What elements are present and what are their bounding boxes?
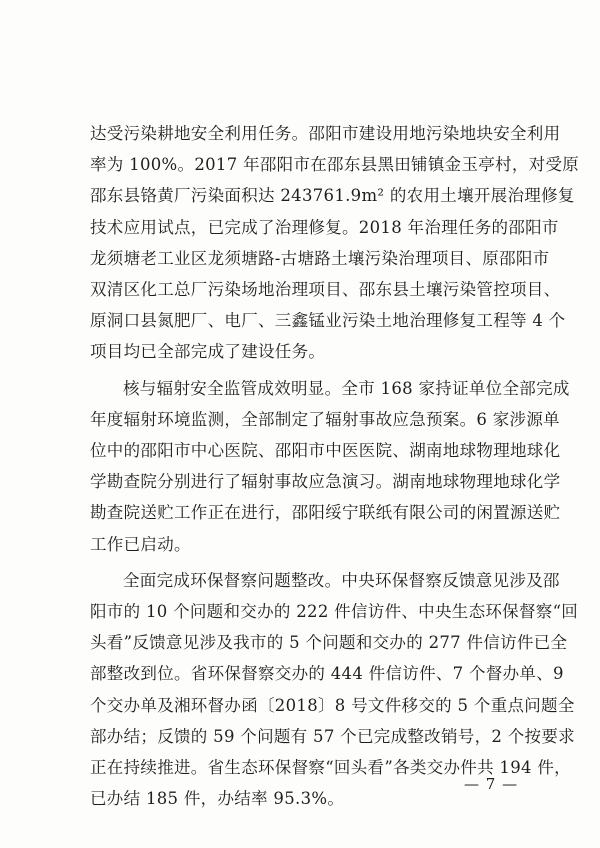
text-line: 个交办单及湘环督办函〔2018〕8 号文件移交的 5 个重点问题全 <box>90 695 575 715</box>
text-line: 头看”反馈意见涉及我市的 5 个问题和交办的 277 件信访件已全 <box>90 633 568 653</box>
text-line: 工作已启动。 <box>90 534 191 554</box>
paragraph-radiation-safety <box>90 373 570 560</box>
text-line: 部办结；反馈的 59 个问题有 57 个已完成整改销号，2 个按要求 <box>90 726 575 746</box>
text-line: 双清区化工总厂污染场地治理项目、邵东县土壤污染管控项目、 <box>90 280 561 300</box>
text-line: 率为 100%。2017 年邵阳市在邵东县黑田铺镇金玉亭村，对受原 <box>90 155 580 175</box>
text-line: 原洞口县氮肥厂、电厂、三鑫锰业污染土地治理修复工程等 4 个 <box>90 311 566 331</box>
text-line: 邵东县铬黄厂污染面积达 243761.9m² 的农用土壤开展治理修复 <box>90 186 575 206</box>
text-line: 技术应用试点，已完成了治理修复。2018 年治理任务的邵阳市 <box>90 217 559 237</box>
text-line: 全面完成环保督察问题整改。中央环保督察反馈意见涉及邵 <box>123 570 560 590</box>
text-line: 学勘查院分别进行了辐射事故应急演习。湖南地球物理地球化学 <box>90 472 561 492</box>
body-text <box>90 118 580 814</box>
text-line: 勘查院送贮工作正在进行，邵阳绥宁联纸有限公司的闲置源送贮 <box>90 503 561 523</box>
text-line: 项目均已全部完成了建设任务。 <box>90 342 326 362</box>
paragraph-inspection-rectification <box>90 565 579 815</box>
text-line: 部整改到位。省环保督察交办的 444 件信访件、7 个督办单、9 <box>90 664 564 684</box>
text-line: 龙须塘老工业区龙须塘路-古塘路土壤污染治理项目、原邵阳市 <box>90 248 550 268</box>
text-line: 正在持续推进。省生态环保督察“回头看”各类交办件共 194 件， <box>90 758 571 778</box>
text-line: 年度辐射环境监测，全部制定了辐射事故应急预案。6 家涉源单 <box>90 409 560 429</box>
text-line: 达受污染耕地安全利用任务。邵阳市建设用地污染地块安全利用 <box>90 124 561 143</box>
page-number: — 7 — <box>464 775 519 793</box>
text-line: 核与辐射安全监管成效明显。全市 168 家持证单位全部完成 <box>123 378 570 398</box>
text-line: 已办结 185 件，办结率 95.3%。 <box>90 789 345 809</box>
text-line: 位中的邵阳市中心医院、邵阳市中医医院、湖南地球物理地球化 <box>90 441 561 461</box>
paragraph-soil-remediation <box>90 118 580 368</box>
text-line: 阳市的 10 个问题和交办的 222 件信访件、中央生态环保督察“回 <box>90 602 579 622</box>
